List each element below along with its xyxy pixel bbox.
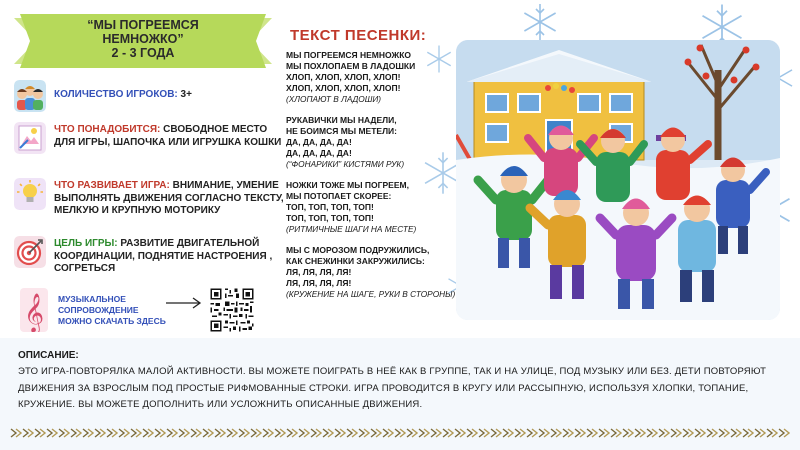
- title-line-1: “МЫ ПОГРЕЕМСЯ: [87, 18, 199, 32]
- qr-code-icon[interactable]: [209, 287, 255, 333]
- needs-label: ЧТО ПОНАДОБИТСЯ:: [54, 124, 161, 135]
- music-line-1: МУЗЫКАЛЬНОЕ: [58, 294, 126, 304]
- lyric-note: (РИТМИЧНЫЕ ШАГИ НА МЕСТЕ): [286, 224, 417, 234]
- lyric-line: МЫ С МОРОЗОМ ПОДРУЖИЛИСЬ,: [286, 245, 430, 255]
- lyric-line: КАК СНЕЖИНКИ ЗАКРУЖИЛИСЬ:: [286, 256, 425, 266]
- target-icon: [14, 236, 46, 268]
- players-text: [54, 89, 286, 102]
- players-label: КОЛИЧЕСТВО ИГРОКОВ:: [54, 89, 178, 100]
- lyric-note: (КРУЖЕНИЕ НА ШАГЕ, РУКИ В СТОРОНЫ): [286, 289, 456, 299]
- lyric-line: МЫ ПОТОПАЕТ СКОРЕЕ:: [286, 191, 392, 201]
- goal-value: РАЗВИТИЕ ДВИГАТЕЛЬНОЙ КООРДИНАЦИИ, ПОДНЯТИЕ НАСТРОЕНИЯ , СОГРЕТЬСЯ: [54, 238, 273, 274]
- snowflake-icon: [520, 2, 560, 42]
- lyric-line: ХЛОП, ХЛОП, ХЛОП, ХЛОП!: [286, 72, 401, 82]
- winter-children-illustration: [456, 40, 780, 320]
- lyric-line: ЛЯ, ЛЯ, ЛЯ, ЛЯ!: [286, 278, 352, 288]
- drawing-icon: [14, 122, 46, 154]
- goal-label: ЦЕЛЬ ИГРЫ:: [54, 238, 118, 249]
- develops-text: [54, 180, 286, 218]
- lyric-line: ТОП, ТОП, ТОП, ТОП!: [286, 202, 374, 212]
- lyric-line: ДА, ДА, ДА, ДА!: [286, 137, 352, 147]
- lyrics-stanza: [286, 180, 454, 235]
- needs-text: [54, 124, 286, 149]
- goal-info: [14, 236, 284, 276]
- title-banner: [14, 14, 272, 68]
- needs-value: СВОБОДНОЕ МЕСТО ДЛЯ ИГРЫ, ШАПОЧКА ИЛИ ИГРУШКА КОШКИ: [54, 124, 282, 148]
- lyric-line: ЛЯ, ЛЯ, ЛЯ, ЛЯ!: [286, 267, 352, 277]
- lyric-line: ХЛОП, ХЛОП, ХЛОП, ХЛОП!: [286, 83, 401, 93]
- lyric-note: (ХЛОПАЮТ В ЛАДОШИ): [286, 94, 382, 104]
- develops-label: ЧТО РАЗВИВАЕТ ИГРА:: [54, 180, 170, 191]
- age-range: 2 - 3 ГОДА: [111, 46, 175, 60]
- lyrics-body: [286, 50, 454, 310]
- lyric-line: РУКАВИЧКИ МЫ НАДЕЛИ,: [286, 115, 397, 125]
- description-title: ОПИСАНИЕ:: [18, 350, 79, 361]
- children-group-icon: [14, 80, 46, 112]
- needs-info: [14, 122, 284, 162]
- music-line-3: МОЖНО СКАЧАТЬ ЗДЕСЬ: [58, 316, 166, 326]
- game-title: [14, 18, 272, 60]
- players-value: 3+: [177, 89, 192, 100]
- decorative-border: [10, 427, 790, 439]
- treble-clef-icon: [20, 288, 48, 332]
- lyrics-stanza: [286, 50, 454, 105]
- lightbulb-icon: [14, 178, 46, 210]
- lyric-line: ДА, ДА, ДА, ДА!: [286, 148, 352, 158]
- players-info: [14, 80, 284, 112]
- develops-info: [14, 178, 284, 228]
- lyric-line: МЫ ПОХЛОПАЕМ В ЛАДОШКИ: [286, 61, 416, 71]
- develops-value: ВНИМАНИЕ, УМЕНИЕ ВЫПОЛНЯТЬ ДВИЖЕНИЯ СОГЛАСНО ТЕКСТУ, МЕЛКУЮ И КРУПНУЮ МОТОРИКУ: [54, 180, 284, 216]
- goal-text: [54, 238, 286, 276]
- lyrics-stanza: [286, 245, 454, 300]
- lyric-line: ТОП, ТОП, ТОП, ТОП!: [286, 213, 374, 223]
- lyric-line: НЕ БОИМСЯ МЫ МЕТЕЛИ:: [286, 126, 397, 136]
- lyric-line: НОЖКИ ТОЖЕ МЫ ПОГРЕЕМ,: [286, 180, 409, 190]
- arrow-right-icon: [165, 296, 203, 310]
- lyrics-stanza: [286, 115, 454, 170]
- music-line-2: СОПРОВОЖДЕНИЕ: [58, 305, 139, 315]
- title-line-2: НЕМНОЖКО”: [102, 32, 184, 46]
- lyric-line: МЫ ПОГРЕЕМСЯ НЕМНОЖКО: [286, 50, 412, 60]
- svg-text:𝄞: 𝄞: [23, 293, 45, 332]
- lyric-note: (“ФОНАРИКИ” КИСТЯМИ РУК): [286, 159, 405, 169]
- description-text: ЭТО ИГРА-ПОВТОРЯЛКА МАЛОЙ АКТИВНОСТИ. ВЫ МОЖЕТЕ ПОИГРАТЬ В НЕЁ КАК В ГРУППЕ, ТАК И НА УЛИЦЕ, ПОД МУЗЫКУ ИЛИ БЕЗ. ДЕТИ ПОВТОРЯЮТ ДВИЖЕНИЯ ЗА ВЗРОСЛЫМ ПОД ПРОСТЫЕ РИФМОВАННЫЕ СТРОКИ. ИГРА ПРОВОДИТСЯ В КРУГУ ИЛИ РАССЫПНУЮ, ИСПОЛЬЗУЯ ХЛОПКИ, ТОПАНИЕ, КРУЖЕНИЕ. ВЫ МОЖЕТЕ ДОПОЛНИТЬ ИЛИ УСЛОЖНИТЬ ОПИСАННЫЕ ДВИЖЕНИЯ.: [18, 366, 767, 410]
- lyrics-title: ТЕКСТ ПЕСЕНКИ:: [290, 27, 427, 44]
